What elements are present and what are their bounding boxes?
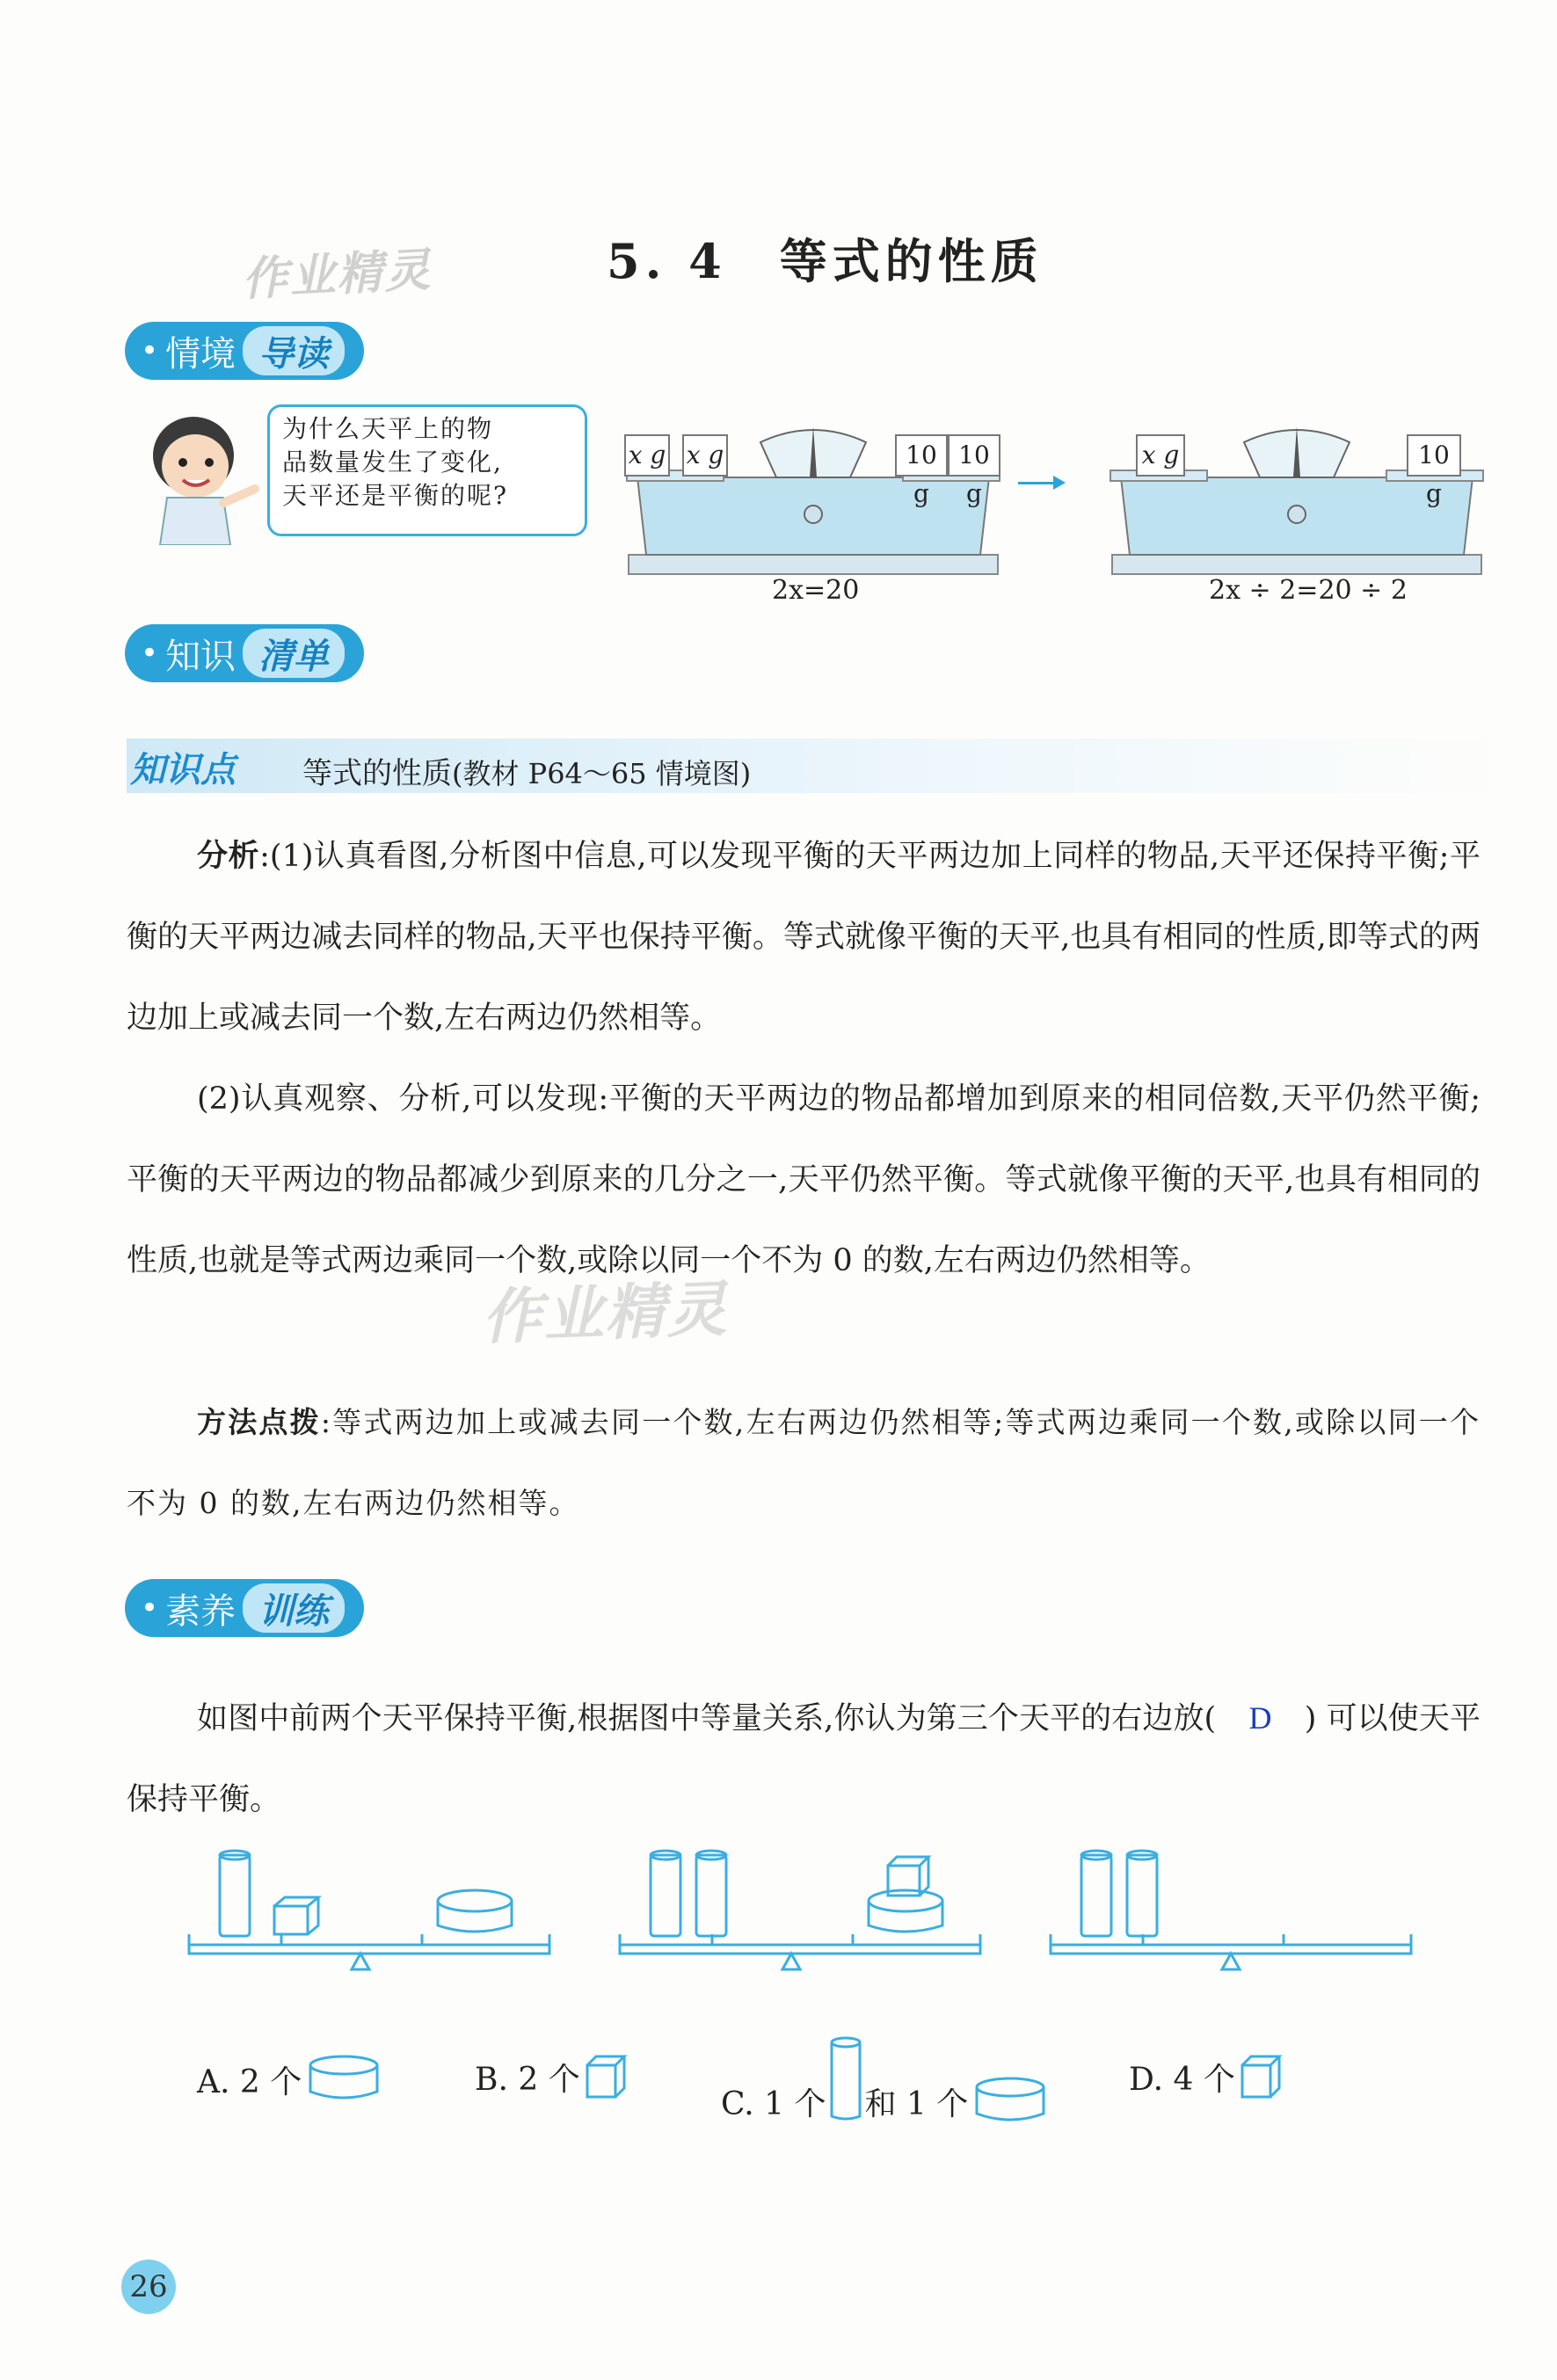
option-a-label: A. 2 个 <box>197 2063 302 2100</box>
option-d-label: D. 4 个 <box>1129 2061 1235 2098</box>
bubble-line: 品数量发生了变化, <box>282 448 503 477</box>
watermark-mid: 作业精灵 <box>480 1275 730 1353</box>
question-text-2: 可以使天平保持平衡。 <box>127 1701 1481 1817</box>
disc-icon <box>973 2075 1047 2128</box>
bubble-line: 为什么天平上的物 <box>282 414 494 443</box>
analysis-label: 分析 <box>197 839 260 874</box>
method-label: 方法点拨 <box>197 1405 321 1439</box>
page-number: 26 <box>121 2260 176 2314</box>
cube-icon <box>1239 2053 1283 2100</box>
analysis-paragraph-1 <box>127 816 1481 1059</box>
badge-dot: • <box>141 333 159 368</box>
cube-icon <box>584 2053 628 2100</box>
kp-subtitle: (教材 P64～65 情境图) <box>452 757 752 790</box>
option-c-mid: 和 1 个 <box>864 2085 969 2122</box>
badge-label: 知识 <box>165 636 236 677</box>
badge-dot: • <box>141 636 159 671</box>
knowledge-point-tag: 知识点 <box>130 750 236 790</box>
page-title <box>607 224 1044 292</box>
speech-bubble <box>267 404 587 536</box>
section-title: 等式的性质 <box>779 234 1044 289</box>
analysis-text-2: (2)认真观察、分析,可以发现:平衡的天平两边的物品都增加到原来的相同倍数,天平仍然平衡;平衡的天平两边的物品都减少到原来的几分之一,天平仍然平衡。等式就像平衡的天平,也具有相同的性质,也就是等式两边乘同一个数,或除以同一个不为 0 的数,左右两边仍然相等。 <box>127 1081 1481 1278</box>
badge-knowledge <box>125 624 364 682</box>
method-text: :等式两边加上或减去同一个数,左右两边仍然相等;等式两边乘同一个数,或除以同一个不为 0 的数,左右两边仍然相等。 <box>127 1405 1481 1520</box>
kp-title: 等式的性质 <box>302 756 452 791</box>
option-c[interactable] <box>721 2031 1047 2128</box>
cylinder-icon <box>828 2035 863 2123</box>
caption-scale-2: 2x ÷ 2=20 ÷ 2 <box>1209 575 1408 606</box>
weight-x2: x g <box>682 434 728 477</box>
badge-highlight: 导读 <box>243 326 345 375</box>
weight-x3: x g <box>1136 434 1185 477</box>
knowledge-point-title <box>302 749 751 792</box>
exercise-question <box>127 1678 1481 1840</box>
analysis-text-1: :(1)认真看图,分析图中信息,可以发现平衡的天平两边加上同样的物品,天平还保持平衡;平衡的天平两边减去同样的物品,天平也保持平衡。等式就像平衡的天平,也具有相同的性质,即等式的两边加上或减去同一个数,左右两边仍然相等。 <box>127 839 1481 1036</box>
boy-illustration <box>132 404 264 545</box>
question-text: 如图中前两个天平保持平衡,根据图中等量关系,你认为第三个天平的右边放( <box>197 1701 1217 1736</box>
method-paragraph <box>127 1382 1481 1544</box>
section-number: 5. 4 <box>607 233 727 289</box>
caption-scale-1: 2x=20 <box>772 575 860 606</box>
badge-highlight: 训练 <box>243 1583 345 1633</box>
option-b[interactable] <box>475 2053 628 2100</box>
badge-intro <box>125 322 364 380</box>
badge-practice <box>125 1579 364 1637</box>
badge-highlight: 清单 <box>243 629 345 678</box>
option-b-label: B. 2 个 <box>475 2061 580 2098</box>
exercise-scales <box>176 1846 1424 1987</box>
watermark-top: 作业精灵 <box>240 244 433 307</box>
badge-dot: • <box>141 1590 159 1626</box>
badge-label: 情境 <box>165 333 236 375</box>
option-d[interactable] <box>1129 2053 1283 2100</box>
balance-scale-1 <box>620 400 1007 585</box>
option-a[interactable] <box>197 2053 381 2106</box>
analysis-paragraph-2 <box>127 1059 1481 1301</box>
weight-x1: x g <box>624 434 670 477</box>
arrow-head-icon <box>1053 476 1066 490</box>
question-close: ) <box>1304 1701 1317 1736</box>
weight-10g-1: 10 g <box>895 434 948 477</box>
option-c-label: C. 1 个 <box>721 2085 826 2122</box>
bubble-line: 天平还是平衡的呢? <box>282 481 509 510</box>
weight-10g-3: 10 g <box>1407 434 1461 477</box>
answer-mark: D <box>1248 1700 1272 1736</box>
weight-10g-2: 10 g <box>948 434 1000 477</box>
badge-label: 素养 <box>165 1590 236 1632</box>
disc-icon <box>307 2053 381 2106</box>
